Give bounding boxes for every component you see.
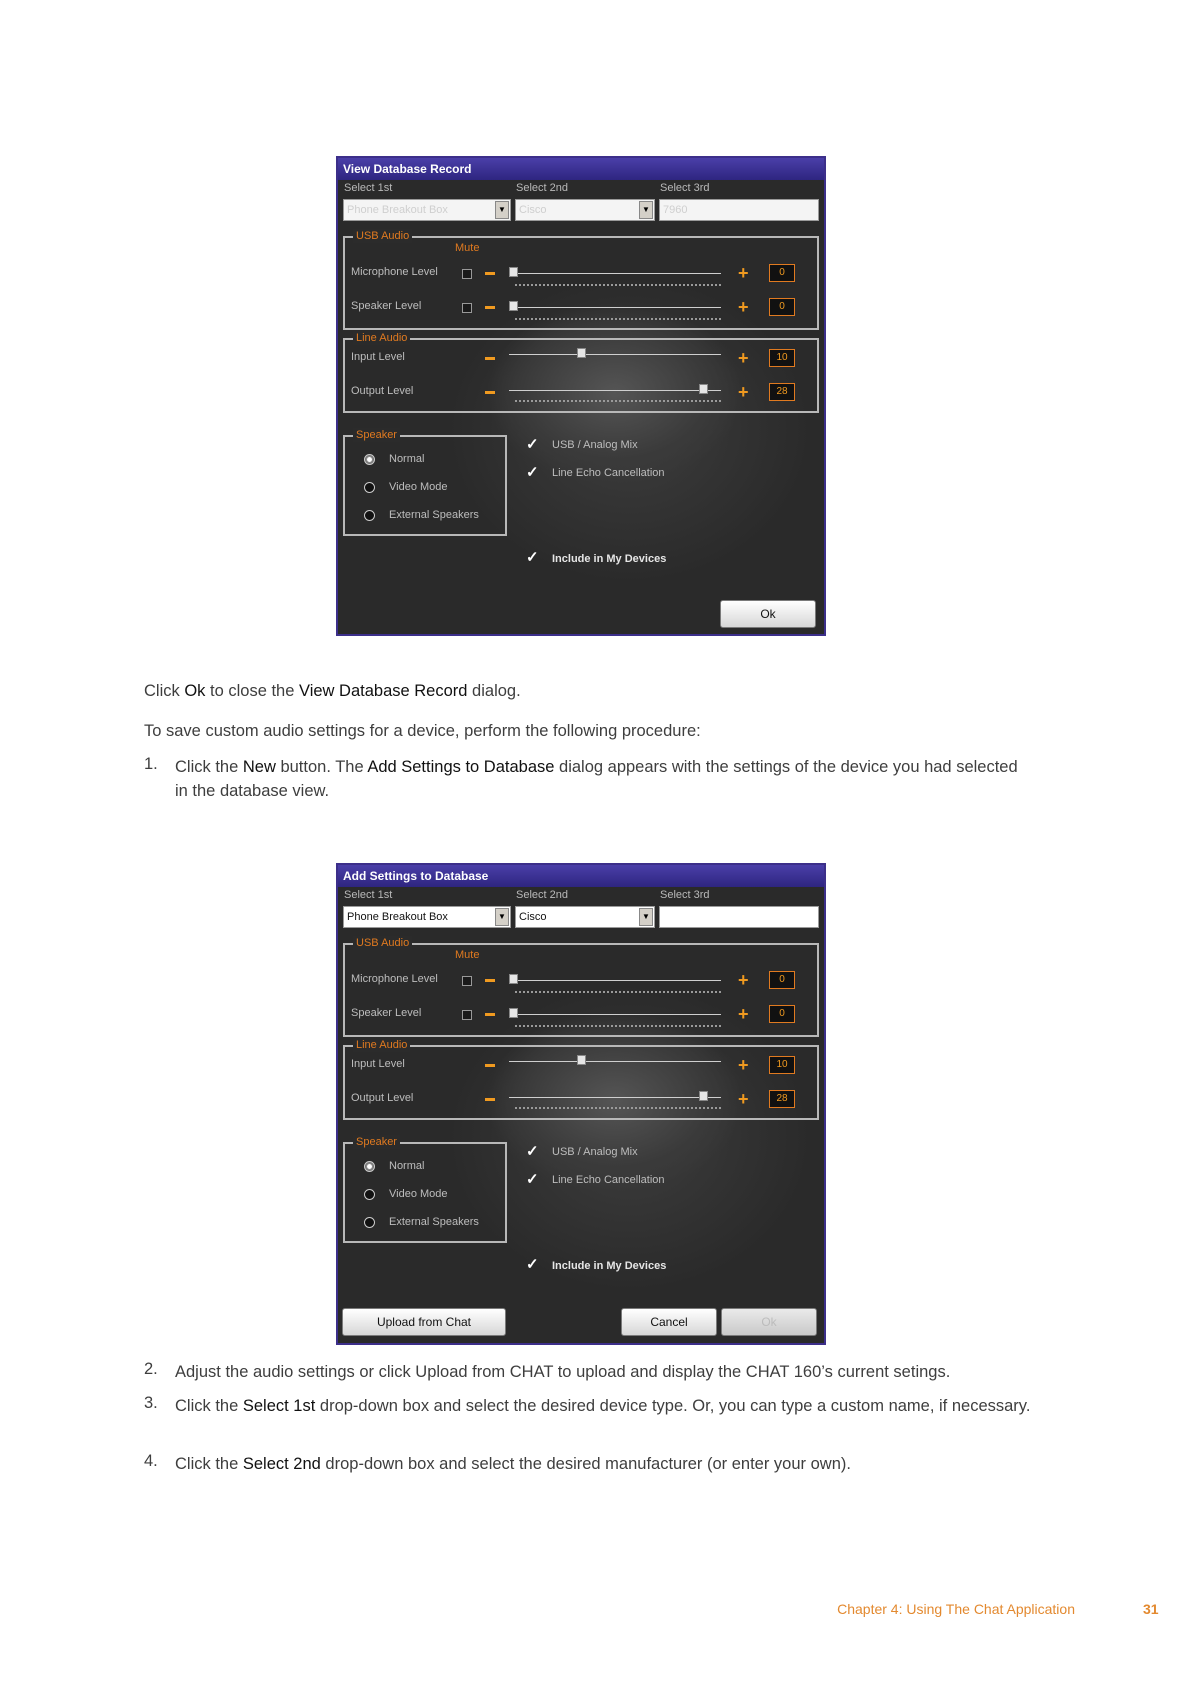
select-3rd-label: Select 3rd: [660, 182, 710, 194]
select-2nd-value: Cisco: [519, 204, 547, 216]
microphone-slider-thumb[interactable]: [509, 267, 518, 277]
select-2nd-dropdown[interactable]: [515, 199, 655, 221]
upload-from-chat-button[interactable]: Upload from Chat: [342, 1308, 506, 1336]
select-3rd-label: Select 3rd: [660, 889, 710, 901]
line-audio-group: [343, 1039, 819, 1120]
speaker-value: 0: [769, 1005, 795, 1023]
line-echo-cancellation-label: Line Echo Cancellation: [552, 1174, 665, 1186]
emphasis-select-1st: Select 1st: [242, 1397, 316, 1415]
chevron-down-icon: ▼: [639, 201, 653, 219]
cancel-button[interactable]: Cancel: [621, 1308, 717, 1336]
minus-icon[interactable]: [485, 357, 495, 360]
plus-icon[interactable]: +: [738, 1004, 749, 1024]
text-run: drop-down box and select the desired manufacturer (or enter your own).: [320, 1455, 851, 1473]
chevron-down-icon: ▼: [495, 908, 509, 926]
speaker-slider-track[interactable]: [509, 307, 721, 308]
step-4: [175, 1452, 1035, 1476]
output-level-label: Output Level: [351, 1092, 414, 1104]
microphone-slider-thumb[interactable]: [509, 974, 518, 984]
output-level-label: Output Level: [351, 385, 414, 397]
microphone-slider-track[interactable]: [509, 980, 721, 981]
view-database-record-dialog: [336, 156, 826, 636]
select-2nd-dropdown[interactable]: [515, 906, 655, 928]
emphasis-ok: Ok: [184, 682, 206, 700]
plus-icon[interactable]: +: [738, 263, 749, 283]
plus-icon[interactable]: +: [738, 1089, 749, 1109]
select-1st-dropdown[interactable]: [343, 906, 511, 928]
output-value: 28: [769, 1090, 795, 1108]
select-1st-label: Select 1st: [344, 889, 393, 901]
output-slider-track[interactable]: [509, 1097, 721, 1098]
select-1st-value: Phone Breakout Box: [347, 204, 448, 216]
speaker-level-label: Speaker Level: [351, 1007, 422, 1019]
step-3: [175, 1394, 1035, 1418]
select-1st-label: Select 1st: [344, 182, 393, 194]
paragraph-close-dialog: [144, 679, 521, 703]
input-slider-thumb[interactable]: [577, 1055, 586, 1065]
usb-analog-mix-checkbox[interactable]: ✓: [526, 436, 539, 453]
speaker-group: [343, 1136, 507, 1243]
include-in-my-devices-checkbox[interactable]: ✓: [526, 1256, 539, 1273]
radio-external-speakers[interactable]: [364, 1217, 375, 1228]
include-in-my-devices-label: Include in My Devices: [552, 1260, 667, 1272]
plus-icon[interactable]: +: [738, 970, 749, 990]
speaker-level-label: Speaker Level: [351, 300, 422, 312]
slider-ticks: [515, 316, 721, 320]
select-1st-dropdown[interactable]: [343, 199, 511, 221]
slider-ticks: [515, 398, 721, 402]
radio-video-mode-label: Video Mode: [389, 1188, 448, 1200]
radio-external-speakers[interactable]: [364, 510, 375, 521]
radio-normal-label: Normal: [389, 1160, 425, 1172]
microphone-value: 0: [769, 971, 795, 989]
chevron-down-icon: ▼: [495, 201, 509, 219]
input-slider-track[interactable]: [509, 354, 721, 355]
slider-ticks: [515, 1105, 721, 1109]
line-echo-cancellation-checkbox[interactable]: ✓: [526, 1171, 539, 1188]
text-run: Click the: [175, 1455, 243, 1473]
speaker-mute-checkbox[interactable]: [462, 303, 472, 313]
usb-audio-group: [343, 937, 819, 1037]
radio-video-mode[interactable]: [364, 1189, 375, 1200]
text-run: drop-down box and select the desired device type. Or, you can type a custom name, if necessary.: [315, 1397, 1031, 1415]
step-number: 3.: [144, 1394, 158, 1412]
step-number: 1.: [144, 755, 158, 773]
microphone-mute-checkbox[interactable]: [462, 976, 472, 986]
plus-icon[interactable]: +: [738, 382, 749, 402]
emphasis-select-2nd: Select 2nd: [242, 1455, 321, 1473]
plus-icon[interactable]: +: [738, 297, 749, 317]
radio-normal-label: Normal: [389, 453, 425, 465]
select-3rd-value: 7960: [663, 204, 688, 216]
step-number: 2.: [144, 1360, 158, 1378]
usb-analog-mix-checkbox[interactable]: ✓: [526, 1143, 539, 1160]
line-audio-label: Line Audio: [353, 1038, 410, 1052]
input-value: 10: [769, 349, 795, 367]
dialog-title: Add Settings to Database: [338, 865, 824, 887]
mute-label: Mute: [455, 949, 480, 961]
select-2nd-label: Select 2nd: [516, 182, 568, 194]
emphasis-add-settings: Add Settings to Database: [367, 758, 555, 776]
minus-icon[interactable]: [485, 306, 495, 309]
usb-analog-mix-label: USB / Analog Mix: [552, 439, 638, 451]
dialog-body: [338, 180, 824, 634]
speaker-group-label: Speaker: [353, 1135, 400, 1149]
slider-ticks: [515, 282, 721, 286]
step-number: 4.: [144, 1452, 158, 1470]
plus-icon[interactable]: +: [738, 1055, 749, 1075]
input-slider-thumb[interactable]: [577, 348, 586, 358]
plus-icon[interactable]: +: [738, 348, 749, 368]
input-level-label: Input Level: [351, 1058, 405, 1070]
text-run: Click the: [175, 758, 243, 776]
line-audio-group: [343, 332, 819, 413]
input-slider-track[interactable]: [509, 1061, 721, 1062]
microphone-level-label: Microphone Level: [351, 266, 438, 278]
text-run: button. The: [275, 758, 368, 776]
input-level-label: Input Level: [351, 351, 405, 363]
slider-ticks: [515, 989, 721, 993]
select-2nd-value: Cisco: [519, 911, 547, 923]
page-number: 31: [1143, 1601, 1159, 1617]
radio-video-mode[interactable]: [364, 482, 375, 493]
ok-button[interactable]: Ok: [721, 1308, 817, 1336]
output-slider-track[interactable]: [509, 390, 721, 391]
dialog-title: View Database Record: [338, 158, 824, 180]
microphone-level-label: Microphone Level: [351, 973, 438, 985]
speaker-slider-track[interactable]: [509, 1014, 721, 1015]
microphone-value: 0: [769, 264, 795, 282]
text-run: Click the: [175, 1397, 243, 1415]
minus-icon[interactable]: [485, 1064, 495, 1067]
select-2nd-label: Select 2nd: [516, 889, 568, 901]
select-3rd-field[interactable]: [659, 199, 819, 221]
line-echo-cancellation-checkbox[interactable]: ✓: [526, 464, 539, 481]
emphasis-new: New: [242, 758, 276, 776]
speaker-slider-thumb[interactable]: [509, 301, 518, 311]
slider-ticks: [515, 1023, 721, 1027]
usb-analog-mix-label: USB / Analog Mix: [552, 1146, 638, 1158]
usb-audio-label: USB Audio: [353, 936, 412, 950]
microphone-mute-checkbox[interactable]: [462, 269, 472, 279]
usb-audio-label: USB Audio: [353, 229, 412, 243]
text-run: dialog appears with the settings of the device you had selected in the database view.: [175, 758, 1018, 800]
step-2: Adjust the audio settings or click Upload from CHAT to upload and display the CHAT 160’s current setings.: [175, 1363, 951, 1381]
line-echo-cancellation-label: Line Echo Cancellation: [552, 467, 665, 479]
usb-audio-group: [343, 230, 819, 330]
text-run: dialog.: [467, 682, 521, 700]
minus-icon[interactable]: [485, 272, 495, 275]
input-value: 10: [769, 1056, 795, 1074]
add-settings-to-database-dialog: [336, 863, 826, 1345]
ok-button[interactable]: Ok: [720, 600, 816, 628]
minus-icon[interactable]: [485, 391, 495, 394]
chevron-down-icon: ▼: [639, 908, 653, 926]
minus-icon[interactable]: [485, 979, 495, 982]
radio-video-mode-label: Video Mode: [389, 481, 448, 493]
emphasis-view-database-record: View Database Record: [299, 682, 468, 700]
radio-external-speakers-label: External Speakers: [389, 509, 479, 521]
select-3rd-field[interactable]: [659, 906, 819, 928]
mute-label: Mute: [455, 242, 480, 254]
radio-normal[interactable]: [364, 454, 375, 465]
output-slider-thumb[interactable]: [699, 1091, 708, 1101]
chapter-footer: Chapter 4: Using The Chat Application: [837, 1601, 1075, 1617]
output-value: 28: [769, 383, 795, 401]
minus-icon[interactable]: [485, 1098, 495, 1101]
minus-icon[interactable]: [485, 1013, 495, 1016]
speaker-group: [343, 429, 507, 536]
radio-normal[interactable]: [364, 1161, 375, 1172]
speaker-mute-checkbox[interactable]: [462, 1010, 472, 1020]
speaker-group-label: Speaker: [353, 428, 400, 442]
paragraph-procedure-intro: To save custom audio settings for a device, perform the following procedure:: [144, 722, 701, 740]
step-1: [175, 755, 1025, 803]
dialog-body: [338, 887, 824, 1343]
select-1st-value: Phone Breakout Box: [347, 911, 448, 923]
line-audio-label: Line Audio: [353, 331, 410, 345]
speaker-slider-thumb[interactable]: [509, 1008, 518, 1018]
speaker-value: 0: [769, 298, 795, 316]
output-slider-thumb[interactable]: [699, 384, 708, 394]
text-run: to close the: [205, 682, 299, 700]
include-in-my-devices-checkbox[interactable]: ✓: [526, 549, 539, 566]
microphone-slider-track[interactable]: [509, 273, 721, 274]
radio-external-speakers-label: External Speakers: [389, 1216, 479, 1228]
text-run: Click: [144, 682, 185, 700]
include-in-my-devices-label: Include in My Devices: [552, 553, 667, 565]
